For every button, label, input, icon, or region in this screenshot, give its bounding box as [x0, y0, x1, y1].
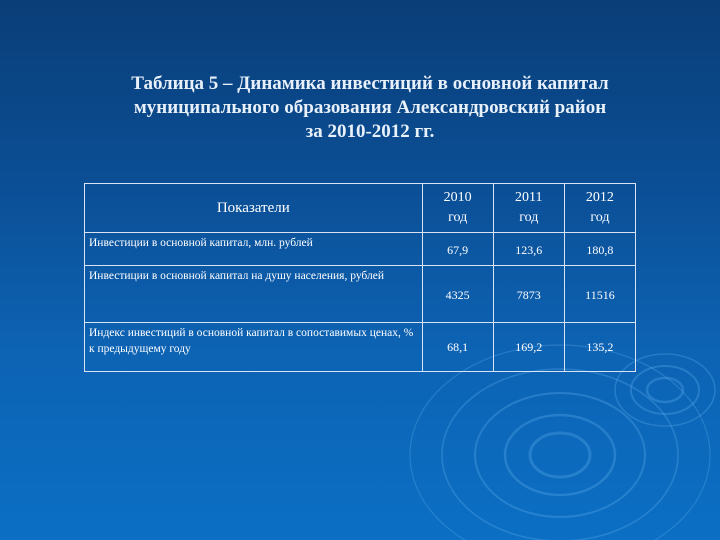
cell-value: 135,2: [564, 323, 635, 372]
cell-value: 169,2: [493, 323, 564, 372]
cell-value: 11516: [564, 266, 635, 323]
year-label: 2010: [443, 190, 472, 205]
year-label: 2011: [515, 190, 543, 205]
cell-value: 4325: [422, 266, 493, 323]
title-line-1: Таблица 5 – Динамика инвестиций в основной капитал: [131, 73, 609, 94]
header-year-2010: [422, 184, 493, 233]
table-header-row: [85, 184, 636, 233]
year-label: 2012: [585, 190, 614, 205]
row-label: Инвестиции в основной капитал, млн. рублей: [85, 233, 423, 266]
title-line-2: муниципального образования Александровский район: [133, 97, 607, 118]
table-row: [85, 266, 636, 323]
row-label: Индекс инвестиций в основной капитал в сопоставимых ценах, % к предыдущему году: [85, 323, 423, 372]
header-year-2012: [564, 184, 635, 233]
cell-value: 7873: [493, 266, 564, 323]
table-row: [85, 233, 636, 266]
year-unit: год: [448, 210, 468, 225]
investment-table: [84, 183, 636, 372]
cell-value: 68,1: [422, 323, 493, 372]
cell-value: 123,6: [493, 233, 564, 266]
title-line-3: за 2010-2012 гг.: [305, 121, 435, 142]
row-label: Инвестиции в основной капитал на душу населения, рублей: [85, 266, 423, 323]
header-indicators: Показатели: [85, 184, 423, 233]
cell-value: 180,8: [564, 233, 635, 266]
year-unit: год: [590, 210, 610, 225]
table-row: [85, 323, 636, 372]
header-year-2011: [493, 184, 564, 233]
year-unit: год: [519, 210, 539, 225]
cell-value: 67,9: [422, 233, 493, 266]
slide-title: [80, 72, 660, 144]
